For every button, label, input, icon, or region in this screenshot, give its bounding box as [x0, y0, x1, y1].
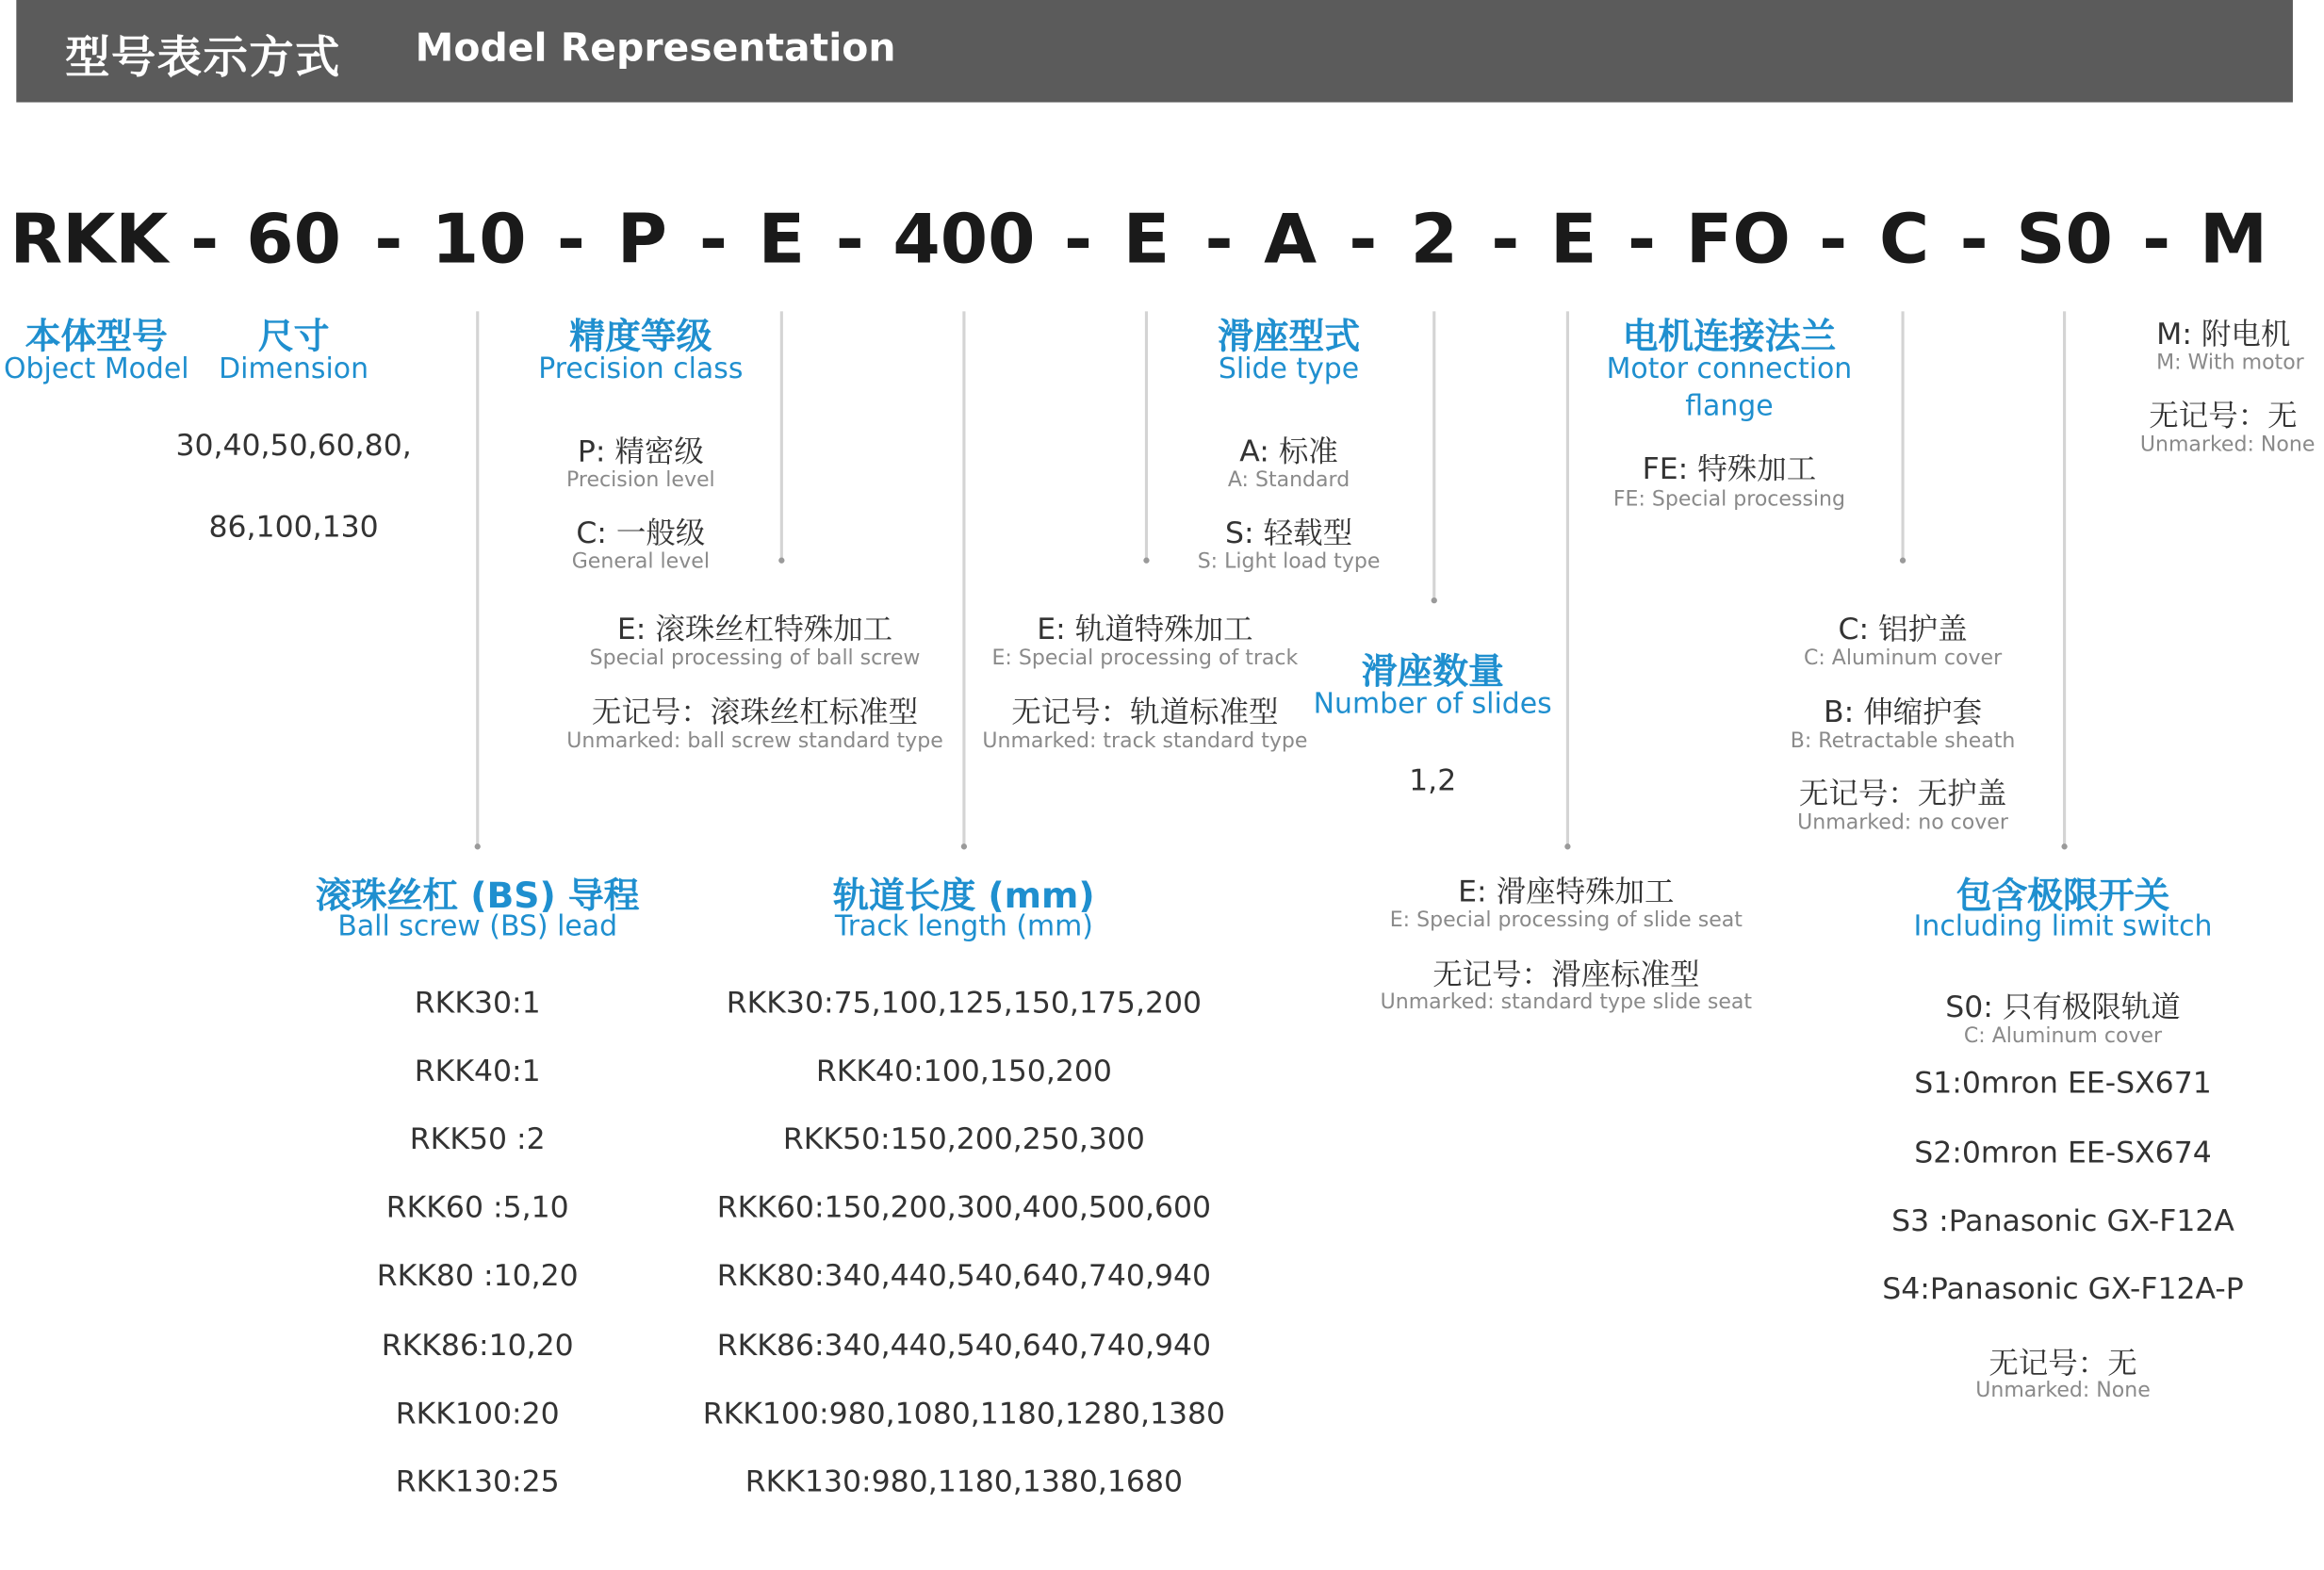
code-part: M: [2199, 198, 2268, 279]
precision-title-cn: 精度等级: [569, 316, 712, 358]
track-special-option: E: 轨道特殊加工: [1037, 611, 1253, 646]
connector-line: [1901, 311, 1904, 560]
track-length-title-en: Track length (mm): [834, 909, 1093, 943]
slide-seat-special-option-en: Unmarked: standard type slide seat: [1380, 989, 1753, 1015]
limit-switch-option: S4:Panasonic GX-F12A-P: [1882, 1270, 2244, 1306]
code-separator: -: [1064, 198, 1093, 279]
motor-option: M: 附电机: [2156, 316, 2291, 352]
connector-line: [476, 311, 479, 846]
track-length-row: RKK60:150,200,300,400,500,600: [716, 1188, 1212, 1225]
limit-switch-title-en: Including limit switch: [1913, 909, 2213, 943]
lead-row: RKK86:10,20: [381, 1327, 574, 1363]
lead-row: RKK50 :2: [409, 1120, 546, 1157]
header-title-cn: 型号表示方式: [65, 32, 341, 85]
header-title-en: Model Representation: [415, 26, 896, 72]
code-part: FO: [1685, 198, 1791, 279]
code-separator: -: [374, 198, 403, 279]
precision-option-en: Precision level: [565, 468, 715, 493]
cover-option-en: C: Aluminum cover: [1803, 646, 2003, 671]
precision-option: P: 精密级: [577, 433, 704, 469]
track-special-option-en: Unmarked: track standard type: [982, 729, 1308, 754]
motor-option: 无记号：无: [2149, 397, 2298, 433]
connector-line: [1566, 311, 1569, 846]
connector-line: [1432, 311, 1435, 600]
connector-dot: [475, 843, 481, 849]
limit-switch-option: 无记号：无: [1988, 1344, 2137, 1381]
ball-screw-special-option-en: Special processing of ball screw: [589, 646, 921, 671]
code-separator: -: [1349, 198, 1378, 279]
track-length-row: RKK100:980,1080,1180,1280,1380: [702, 1395, 1226, 1431]
track-length-row: RKK50:150,200,250,300: [782, 1120, 1145, 1157]
track-length-row: RKK30:75,100,125,150,175,200: [726, 984, 1203, 1021]
code-part: 2: [1410, 198, 1458, 279]
slide-seat-special-option: 无记号：滑座标准型: [1432, 956, 1700, 992]
code-separator: -: [1959, 198, 1988, 279]
connector-dot: [1143, 558, 1149, 564]
header-bar: [16, 0, 2293, 103]
lead-title-cn: 滚珠丝杠 (BS) 导程: [316, 875, 640, 917]
code-part: S0: [2016, 198, 2113, 279]
limit-switch-option: S1:0mron EE-SX671: [1914, 1064, 2212, 1101]
precision-option: C: 一般级: [576, 514, 706, 550]
track-length-title-cn: 轨道长度 (mm): [833, 875, 1095, 917]
precision-option-en: General level: [571, 549, 710, 574]
dimension-values: 30,40,50,60,80,: [175, 427, 412, 463]
lead-row: RKK80 :10,20: [376, 1257, 579, 1293]
code-separator: -: [1204, 198, 1234, 279]
slide-type-option-en: S: Light load type: [1197, 549, 1381, 574]
connector-line: [2063, 311, 2066, 846]
code-part: E: [1122, 198, 1170, 279]
limit-switch-title-cn: 包含极限开关: [1956, 875, 2170, 917]
code-part: P: [616, 198, 667, 279]
motor-option-en: M: With motor: [2156, 351, 2304, 376]
motor-flange-title-cn: 电机连接法兰: [1622, 316, 1837, 358]
track-special-option-en: E: Special processing of track: [991, 646, 1299, 671]
slide-type-option: S: 轻载型: [1225, 514, 1353, 550]
connector-dot: [961, 843, 967, 849]
code-part: E: [758, 198, 806, 279]
code-separator: -: [556, 198, 585, 279]
limit-switch-option-en: Unmarked: None: [1975, 1379, 2151, 1403]
track-length-row: RKK40:100,150,200: [815, 1052, 1112, 1088]
slide-seat-special-option: E: 滑座特殊加工: [1458, 873, 1675, 909]
lead-title-en: Ball screw (BS) lead: [337, 909, 618, 943]
code-part: 10: [431, 198, 527, 279]
limit-switch-option: S2:0mron EE-SX674: [1914, 1134, 2212, 1170]
track-length-row: RKK86:340,440,540,640,740,940: [716, 1327, 1212, 1363]
dimension-title-en: Dimension: [219, 352, 369, 386]
limit-switch-option: S3 :Panasonic GX-F12A: [1891, 1202, 2234, 1238]
lead-row: RKK60 :5,10: [385, 1188, 569, 1225]
cover-option: C: 铝护盖: [1838, 611, 1968, 646]
code-separator: -: [835, 198, 864, 279]
connector-line: [780, 311, 783, 560]
track-special-option: 无记号：轨道标准型: [1011, 694, 1279, 730]
connector-line: [962, 311, 965, 846]
ball-screw-special-option: E: 滚珠丝杠特殊加工: [616, 611, 893, 646]
connector-dot: [778, 558, 784, 564]
dimension-values: 86,100,130: [208, 508, 379, 545]
connector-line: [1145, 311, 1148, 560]
slide-type-title-cn: 滑座型式: [1218, 316, 1361, 358]
slide-type-option: A: 标准: [1239, 433, 1338, 469]
limit-switch-option-en: C: Aluminum cover: [1963, 1024, 2163, 1049]
slides-count-values: 1,2: [1409, 761, 1457, 798]
code-part: C: [1879, 198, 1930, 279]
motor-flange-title-en: Motor connection: [1606, 352, 1853, 386]
code-separator: -: [1628, 198, 1657, 279]
cover-option: 无记号：无护盖: [1798, 775, 2007, 811]
connector-dot: [1564, 843, 1570, 849]
motor-flange-option-en: FE: Special processing: [1612, 487, 1846, 512]
connector-dot: [1900, 558, 1906, 564]
lead-row: RKK100:20: [395, 1395, 560, 1431]
code-separator: -: [1819, 198, 1848, 279]
connector-dot: [2061, 843, 2067, 849]
slide-type-option-en: A: Standard: [1227, 468, 1350, 493]
lead-row: RKK130:25: [395, 1463, 560, 1499]
object-model-title-cn: 本体型号: [25, 316, 168, 358]
ball-screw-special-option: 无记号：滚珠丝杠标准型: [591, 694, 919, 730]
slide-type-title-en: Slide type: [1218, 352, 1360, 386]
slide-seat-special-option-en: E: Special processing of slide seat: [1389, 908, 1743, 933]
motor-option-en: Unmarked: None: [2139, 433, 2316, 457]
code-part: 400: [892, 198, 1036, 279]
connector-dot: [1432, 597, 1437, 603]
limit-switch-option: S0: 只有极限轨道: [1945, 989, 2181, 1025]
code-part: 60: [246, 198, 341, 279]
cover-option-en: Unmarked: no cover: [1797, 810, 2008, 835]
motor-flange-title-en: flange: [1685, 389, 1774, 423]
lead-row: RKK40:1: [414, 1052, 541, 1088]
cover-option-en: B: Retractable sheath: [1790, 729, 2016, 754]
code-separator: -: [1491, 198, 1520, 279]
code-part: A: [1264, 198, 1317, 279]
code-separator: -: [698, 198, 728, 279]
cover-option: B: 伸缩护套: [1823, 694, 1983, 730]
ball-screw-special-option-en: Unmarked: ball screw standard type: [566, 729, 943, 754]
slides-count-title-en: Number of slides: [1313, 687, 1552, 721]
code-separator: -: [2142, 198, 2171, 279]
code-part: E: [1549, 198, 1597, 279]
track-length-row: RKK80:340,440,540,640,740,940: [716, 1257, 1212, 1293]
code-part: RKK: [9, 198, 169, 279]
object-model-title-en: Object Model: [3, 352, 189, 386]
slides-count-title-cn: 滑座数量: [1361, 650, 1504, 693]
track-length-row: RKK130:980,1180,1380,1680: [745, 1463, 1184, 1499]
dimension-title-cn: 尺寸: [257, 316, 330, 358]
precision-title-en: Precision class: [538, 352, 744, 386]
motor-flange-option: FE: 特殊加工: [1642, 450, 1817, 487]
lead-row: RKK30:1: [414, 984, 541, 1021]
code-separator: -: [190, 198, 220, 279]
